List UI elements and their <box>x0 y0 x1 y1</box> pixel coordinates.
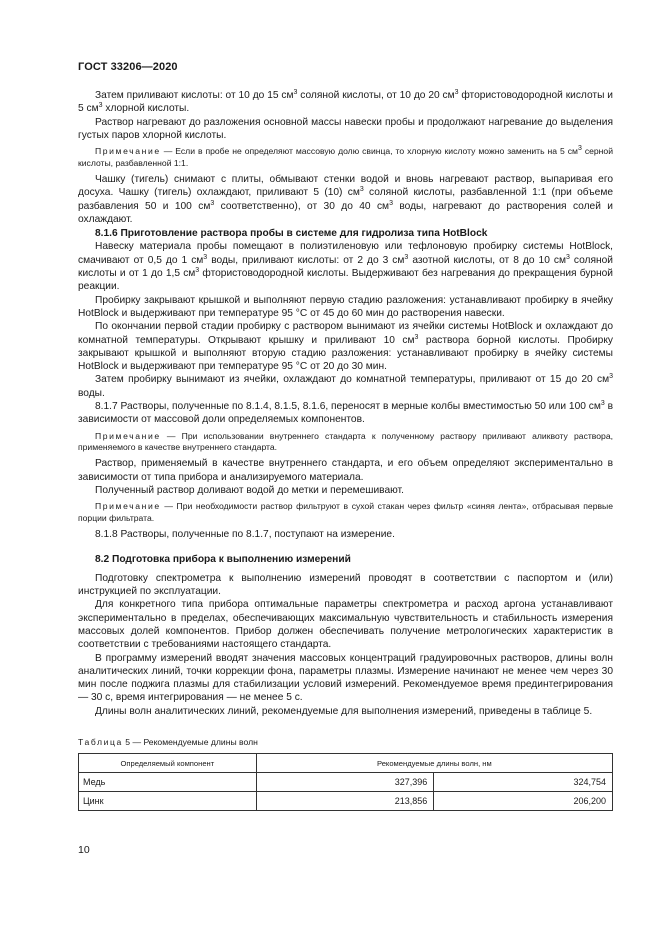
note: Примечание — При использовании внутреннего стандарта к полученному раствору приливают аликвоту раствора, применяемого в качестве внутреннего стандарта. <box>78 430 613 453</box>
table-cell-wavelength: 324,754 <box>434 773 613 792</box>
paragraph: Пробирку закрывают крышкой и выполняют первую стадию разложения: устанавливают пробирку в ячейку HotBlock и выдерживают при температуре 95 °С от 45 до 60 мин до растворения навески. <box>78 294 613 319</box>
note: Примечание — Если в пробе не определяют массовую долю свинца, то хлорную кислоту можно заменить на 5 $см^3$ серной кислоты, разбавленной 1:1. <box>78 145 613 168</box>
standard-header: ГОСТ 33206—2020 <box>78 61 178 73</box>
paragraph: Навеску материала пробы помещают в полиэтиленовую или тефлоновую пробирку системы HotBlock, смачивают от 0,5 до 1 $см^3$ воды, приливают кислоты: от 2 до 3 $см^3$ азотной кислоты, от 8 до 10 $см^3$ соляной кислоты и от 1 до 1,5 $см^3$ фтористоводородной кислоты. Выдерживают без нагревания до прекращения бурной реакции. <box>78 241 613 293</box>
paragraph: По окончании первой стадии пробирку с раствором вынимают из ячейки системы HotBlock и охлаждают до комнатной температуры. Открывают крышку и приливают 10 $см^3$ раствора борной кислоты. Пробирку закрывают крышкой и выполняют вторую стадию разложения: устанавливают пробирку в ячейку системы HotBlock и выдерживают при температуре 95 °С от 20 до 30 мин. <box>78 321 613 373</box>
table-cell-component: Цинк <box>79 792 257 811</box>
wavelength-table <box>78 753 613 811</box>
table-cell-wavelength: 213,856 <box>256 792 434 811</box>
paragraph: Длины волн аналитических линий, рекомендуемые для выполнения измерений, приведены в таблице 5. <box>95 705 593 717</box>
section-heading-8-1-6: 8.1.6 Приготовление раствора пробы в системе для гидролиза типа HotBlock <box>95 228 488 240</box>
column-header-wavelengths: Рекомендуемые длины волн, нм <box>256 754 612 773</box>
paragraph: Затем пробирку вынимают из ячейки, охлаждают до комнатной температуры, приливают от 15 до 20 $см^3$ воды. <box>78 373 613 399</box>
paragraph: 8.1.8 Растворы, полученные по 8.1.7, поступают на измерение. <box>95 529 395 541</box>
paragraph: Раствор, применяемый в качестве внутреннего стандарта, и его объем определяют экспериментально в зависимости от типа прибора и анализируемого материала. <box>78 458 613 483</box>
paragraph: Для конкретного типа прибора оптимальные параметры спектрометра и расход аргона устанавливают экспериментально в пределах, обеспечивающих максимальную чувствительность и стабильность измерения массовых долей компонентов. Прибор должен обеспечивать получение метрологических характеристик в соответствии с требованиями настоящего стандарта. <box>78 599 613 651</box>
paragraph: 8.1.7 Растворы, полученные по 8.1.4, 8.1.5, 8.1.6, переносят в мерные колбы вместимостью 50 или 100 $см^3$ в зависимости от массовой доли определяемых компонентов. <box>78 400 613 426</box>
paragraph: Полученный раствор доливают водой до метки и перемешивают. <box>95 485 404 497</box>
paragraph: Затем приливают кислоты: от 10 до 15 $см^3$ соляной кислоты, от 10 до 20 $см^3$ фтористоводородной кислоты и 5 $см^3$ хлорной кислоты. <box>78 89 613 115</box>
document-body <box>78 89 613 811</box>
paragraph: Раствор нагревают до разложения основной массы навески пробы и продолжают нагревание до выделения густых паров хлорной кислоты. <box>78 116 613 141</box>
page-number: 10 <box>78 844 90 856</box>
section-heading-8-2: 8.2 Подготовка прибора к выполнению измерений <box>95 554 351 566</box>
table-cell-wavelength: 206,200 <box>434 792 613 811</box>
note: Примечание — При необходимости раствор фильтруют в сухой стакан через фильтр «синяя лента», отбрасывая первые порции фильтрата. <box>78 501 613 523</box>
paragraph: В программу измерений вводят значения массовых концентраций градуировочных растворов, длины волн аналитических линий, точки коррекции фона, параметры плазмы. Измерение начинают не менее чем через 30 мин после поджига плазмы для стабилизации условий измерений. Рекомендуемое время прединтегрирования — 30 с, время интегрирования — не менее 5 с. <box>78 652 613 704</box>
table-header-row <box>79 754 613 773</box>
paragraph: Чашку (тигель) снимают с плиты, обмывают стенки водой и вновь нагревают раствор, выпаривая его досуха. Чашку (тигель) охлаждают, приливают 5 (10) $см^3$ соляной кислоты, разбавленной 1:1 (при объеме разбавления 50 и 100 $см^3$ соответственно), от 30 до 40 $см^3$ воды, нагревают до растворения солей и охлаждают. <box>78 174 613 225</box>
paragraph: Подготовку спектрометра к выполнению измерений проводят в соответствии с паспортом и (или) инструкцией по эксплуатации. <box>78 572 613 598</box>
table-cell-wavelength: 327,396 <box>256 773 434 792</box>
table-row <box>79 792 613 811</box>
column-header-component: Определяемый компонент <box>79 754 257 773</box>
table-cell-component: Медь <box>79 773 257 792</box>
table-caption: Таблица 5 — Рекомендуемые длины волн <box>78 737 258 748</box>
table-row <box>79 773 613 792</box>
